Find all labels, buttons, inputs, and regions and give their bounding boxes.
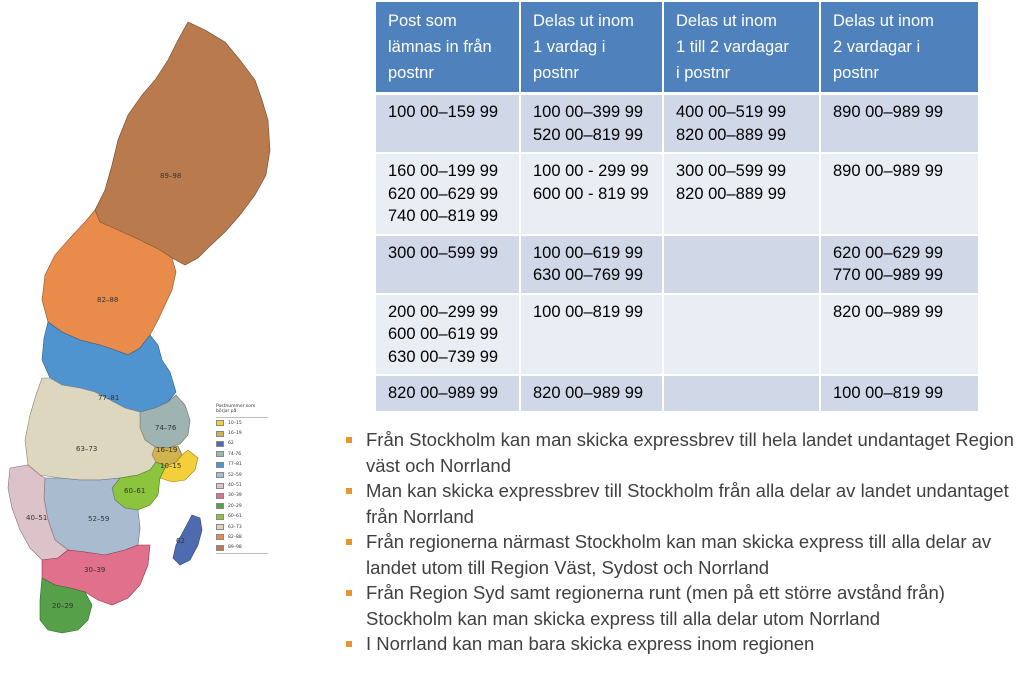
bullet-item: [344, 580, 1014, 631]
delivery-table: [376, 2, 978, 413]
bullet-square-icon: [346, 590, 352, 596]
table-row: [376, 295, 978, 377]
region-89-98: [95, 22, 270, 265]
table-cell: 890 00–989 99: [821, 95, 978, 154]
legend-label: 63–73: [228, 524, 242, 530]
bullet-item: [344, 631, 1014, 657]
table-row: [376, 236, 978, 295]
bullet-square-icon: [346, 437, 352, 443]
bullet-square-icon: [346, 488, 352, 494]
table-cell: 820 00–989 99: [521, 376, 664, 413]
table-cell: 100 00–399 99 520 00–819 99: [521, 95, 664, 154]
label-63-73: 63–73: [76, 445, 98, 453]
label-16-19: 16–19: [156, 446, 178, 454]
legend-swatch: [216, 483, 224, 489]
legend-label: 77–81: [228, 462, 242, 468]
legend-label: 62: [228, 441, 234, 447]
legend-swatch: [216, 534, 224, 540]
table-cell: 300 00–599 99 820 00–889 99: [664, 154, 821, 236]
legend-label: 82–88: [228, 534, 242, 540]
legend-label: 10–15: [228, 420, 242, 426]
bullet-item: [344, 478, 1014, 529]
legend-label: 52–59: [228, 472, 242, 478]
legend-item: [216, 491, 268, 501]
table-header-cell: Post som lämnas in från postnr: [376, 2, 521, 95]
legend-item: [216, 480, 268, 490]
label-89-98: 89–98: [160, 172, 182, 180]
bullet-text: Man kan skicka expressbrev till Stockholm från alla delar av landet undantaget från Norrland: [366, 480, 1009, 527]
legend-label: 60–61: [228, 514, 242, 520]
label-52-59: 52–59: [88, 515, 110, 523]
legend-label: 30–39: [228, 493, 242, 499]
legend-swatch: [216, 493, 224, 499]
legend-label: 74-76: [228, 451, 242, 457]
table-header-cell: Delas ut inom 1 vardag i postnr: [521, 2, 664, 95]
table-cell: 100 00–159 99: [376, 95, 521, 154]
legend-item: [216, 439, 268, 449]
table-cell: 100 00–819 99: [521, 295, 664, 377]
table-cell: 200 00–299 99 600 00–619 99 630 00–739 99: [376, 295, 521, 377]
legend-items: [216, 418, 268, 553]
label-60-61: 60–61: [124, 487, 146, 495]
legend-label: 40–51: [228, 483, 242, 489]
table-cell: 300 00–599 99: [376, 236, 521, 295]
table-cell: [664, 376, 821, 413]
table-cell: 100 00–819 99: [821, 376, 978, 413]
legend-item: [216, 449, 268, 459]
label-74-76: 74–76: [155, 424, 177, 432]
legend-item: [216, 522, 268, 532]
bullet-text: Från regionerna närmast Stockholm kan man skicka express till alla delar av landet utom till Region Väst, Sydost och Norrland: [366, 531, 992, 578]
bullet-square-icon: [346, 641, 352, 647]
legend-label: 16–19: [228, 431, 242, 437]
legend-swatch: [216, 472, 224, 478]
legend-swatch: [216, 431, 224, 437]
table-header: [376, 2, 978, 95]
legend-item: [216, 543, 268, 553]
table-header-row: [376, 2, 978, 95]
legend-title: Postnummer som börjar på: [216, 404, 256, 414]
label-40-51: 40–51: [26, 514, 48, 522]
legend-swatch: [216, 441, 224, 447]
legend-label: 20–29: [228, 503, 242, 509]
table-row: [376, 376, 978, 413]
legend-item: [216, 532, 268, 542]
table-cell: 100 00 - 299 99 600 00 - 819 99: [521, 154, 664, 236]
label-77-81: 77–81: [98, 394, 120, 402]
legend-swatch: [216, 545, 224, 551]
legend-swatch: [216, 524, 224, 530]
bullet-item: [344, 427, 1014, 478]
legend-item: [216, 418, 268, 428]
bullet-list: [344, 427, 1014, 657]
table-header-cell: Delas ut inom 1 till 2 vardagar i postnr: [664, 2, 821, 95]
table-row: [376, 95, 978, 154]
table-cell: 620 00–629 99 770 00–989 99: [821, 236, 978, 295]
table-cell: 160 00–199 99 620 00–629 99 740 00–819 99: [376, 154, 521, 236]
bullet-text: I Norrland kan man bara skicka express inom regionen: [366, 633, 815, 654]
bullet-text: Från Region Syd samt regionerna runt (men på ett större avstånd från) Stockholm kan man skicka express till alla delar utom Norrland: [366, 582, 945, 629]
legend-item: [216, 470, 268, 480]
table-body: [376, 95, 978, 413]
table-header-cell: Delas ut inom 2 vardagar i postnr: [821, 2, 978, 95]
table-cell: 400 00–519 99 820 00–889 99: [664, 95, 821, 154]
label-10-15: 10–15: [160, 462, 182, 470]
legend-label: 89–98: [228, 545, 242, 551]
table-row: [376, 154, 978, 236]
legend-swatch: [216, 503, 224, 509]
bullet-square-icon: [346, 539, 352, 545]
legend-divider: [216, 553, 268, 554]
label-82-88: 82–88: [97, 296, 119, 304]
bullet-item: [344, 529, 1014, 580]
table-cell: 820 00–989 99: [376, 376, 521, 413]
legend-item: [216, 428, 268, 438]
label-30-39: 30–39: [84, 566, 106, 574]
table-cell: 820 00–989 99: [821, 295, 978, 377]
table-cell: [664, 295, 821, 377]
label-62: 62: [176, 537, 185, 545]
map-legend: [216, 404, 268, 554]
legend-swatch: [216, 462, 224, 468]
table-cell: 100 00–619 99 630 00–769 99: [521, 236, 664, 295]
table-cell: [664, 236, 821, 295]
bullet-text: Från Stockholm kan man skicka expressbrev till hela landet undantaget Region väst och Norrland: [366, 429, 1014, 476]
legend-item: [216, 512, 268, 522]
legend-swatch: [216, 420, 224, 426]
label-20-29: 20–29: [52, 602, 74, 610]
table-cell: 890 00–989 99: [821, 154, 978, 236]
legend-swatch: [216, 451, 224, 457]
legend-item: [216, 501, 268, 511]
legend-item: [216, 460, 268, 470]
legend-swatch: [216, 514, 224, 520]
